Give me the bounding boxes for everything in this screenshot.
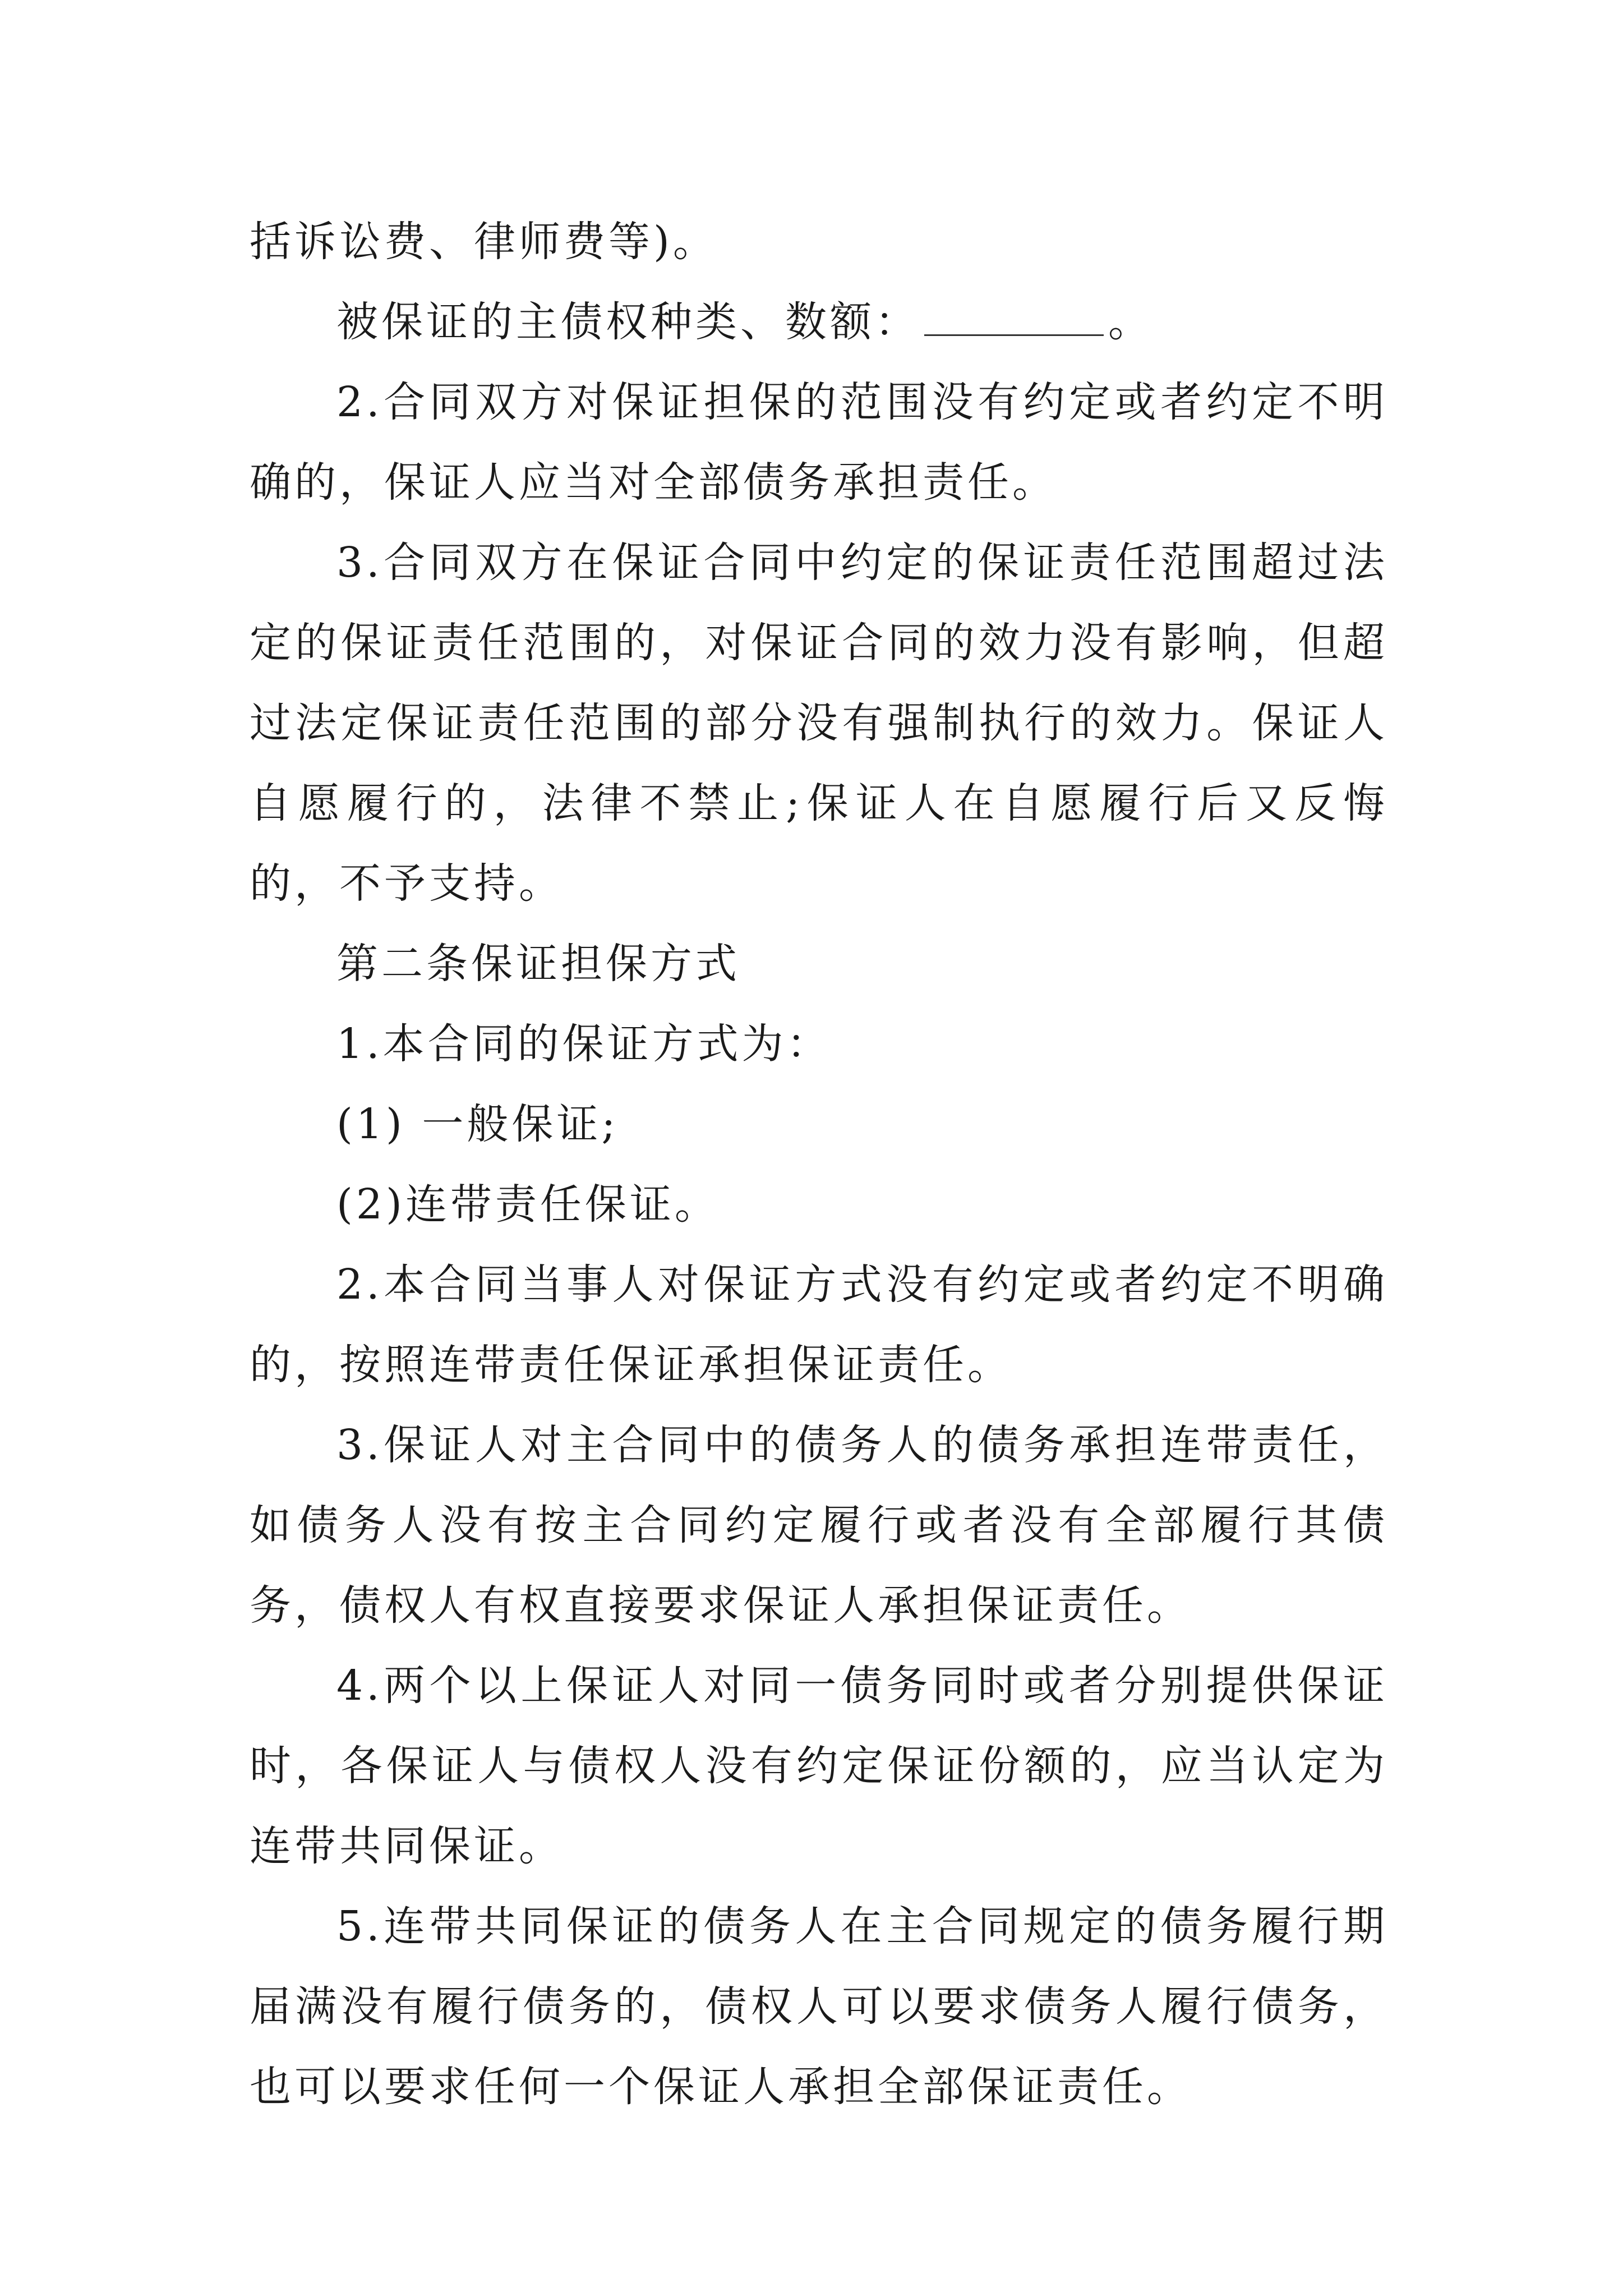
paragraph-principal-claim xyxy=(250,282,1388,362)
principal-claim-label: 被保证的主债权种类、数额： xyxy=(336,298,920,346)
paragraph-method-unclear: 2.本合同当事人对保证方式没有约定或者约定不明确的，按照连带责任保证承担保证责任。 xyxy=(250,1260,1388,1389)
paragraph-multiple-guarantors: 4.两个以上保证人对同一债务同时或者分别提供保证时，各保证人与债权人没有约定保证份额的，应当认定为连带共同保证。 xyxy=(250,1662,1388,1870)
principal-claim-blank[interactable] xyxy=(924,302,1104,336)
paragraph-fee-clause: 括诉讼费、律师费等)。 xyxy=(250,218,718,266)
principal-claim-suffix: 。 xyxy=(1108,298,1153,346)
list-item-general-guarantee: (1) 一般保证; xyxy=(336,1100,619,1148)
section-heading-guarantee-method: 第二条保证担保方式 xyxy=(336,940,740,988)
document-body xyxy=(250,202,1388,2127)
list-item-joint-guarantee: (2)连带责任保证。 xyxy=(336,1180,720,1228)
paragraph-method-intro: 1.本合同的保证方式为： xyxy=(336,1020,832,1068)
paragraph-joint-common-guarantee: 5.连带共同保证的债务人在主合同规定的债务履行期届满没有履行债务的，债权人可以要求债务人履行债务，也可以要求任何一个保证人承担全部保证责任。 xyxy=(250,1902,1388,2111)
paragraph-scope-exceeds: 3.合同双方在保证合同中约定的保证责任范围超过法定的保证责任范围的，对保证合同的效力没有影响，但超过法定保证责任范围的部分没有强制执行的效力。保证人自愿履行的，法律不禁止;保证人在自愿履行后又反悔的，不予支持。 xyxy=(250,539,1388,908)
paragraph-joint-liability: 3.保证人对主合同中的债务人的债务承担连带责任，如债务人没有按主合同约定履行或者没有全部履行其债务，债权人有权直接要求保证人承担保证责任。 xyxy=(250,1421,1388,1630)
paragraph-scope-unclear: 2.合同双方对保证担保的范围没有约定或者约定不明确的，保证人应当对全部债务承担责任。 xyxy=(250,378,1388,507)
